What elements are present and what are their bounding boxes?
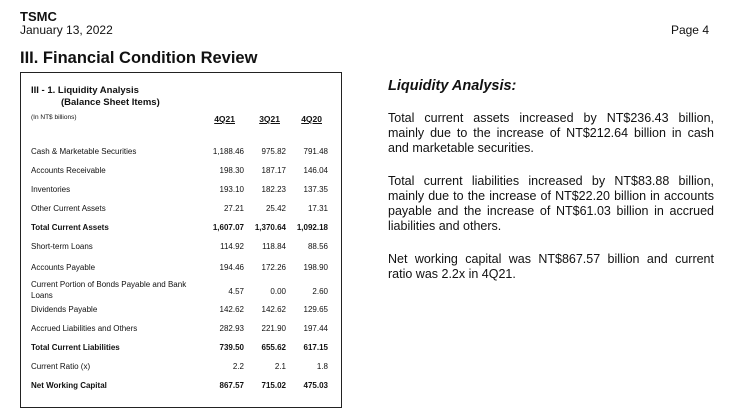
row-value: 17.31	[307, 204, 328, 213]
table-row	[31, 263, 331, 275]
row-value: 198.30	[219, 166, 244, 175]
row-value: 129.65	[303, 305, 328, 314]
row-label: Cash & Marketable Securities	[31, 147, 137, 156]
row-value: 194.46	[219, 263, 244, 272]
row-value: 2.60	[312, 287, 328, 296]
row-value: 2.2	[232, 362, 244, 371]
row-value: 118.84	[262, 242, 286, 251]
table-subtitle: (Balance Sheet Items)	[61, 97, 160, 108]
analysis-paragraph: Total current liabilities increased by NT$83.88 billion, mainly due to the increase of NT$22.20 billion in accounts payable and the increase of NT$61.03 billion in accrued liabilities and others.	[388, 174, 714, 233]
row-label: Short-term Loans	[31, 242, 93, 251]
table-row	[31, 381, 331, 393]
row-value: 146.04	[303, 166, 328, 175]
column-header: 3Q21	[259, 114, 280, 124]
analysis-heading: Liquidity Analysis:	[388, 78, 517, 94]
column-header: 4Q20	[301, 114, 322, 124]
table-row	[31, 242, 331, 254]
row-value: 172.26	[261, 263, 286, 272]
table-row	[31, 223, 331, 235]
row-label: Other Current Assets	[31, 204, 106, 213]
row-value: 137.35	[303, 185, 328, 194]
row-label: Total Current Assets	[31, 223, 109, 232]
liquidity-table	[20, 72, 342, 408]
row-label: Accrued Liabilities and Others	[31, 324, 138, 333]
row-value: 197.44	[303, 324, 328, 333]
table-row	[31, 204, 331, 216]
table-row	[31, 305, 331, 317]
row-value: 25.42	[265, 204, 286, 213]
row-value: 88.56	[307, 242, 328, 251]
table-unit: (In NT$ billions)	[31, 114, 77, 121]
row-value: 282.93	[219, 324, 244, 333]
column-header: 4Q21	[214, 114, 235, 124]
row-value: 2.1	[274, 362, 286, 371]
row-value: 1,092.18	[296, 223, 328, 232]
row-label: Accounts Receivable	[31, 166, 106, 175]
table-row	[31, 166, 331, 178]
row-value: 221.90	[261, 324, 286, 333]
table-row	[31, 324, 331, 336]
report-date: January 13, 2022	[20, 23, 113, 37]
row-value: 739.50	[219, 343, 244, 352]
row-value: 4.57	[228, 287, 244, 296]
row-value: 198.90	[303, 263, 328, 272]
row-value: 867.57	[219, 381, 244, 390]
row-value: 1,188.46	[212, 147, 244, 156]
table-title: III - 1. Liquidity Analysis	[31, 85, 139, 96]
row-label: Current Portion of Bonds Payable and Bank Loans	[31, 280, 187, 300]
row-value: 114.92	[220, 242, 244, 251]
row-value: 187.17	[261, 166, 286, 175]
table-row	[31, 185, 331, 197]
row-label: Net Working Capital	[31, 381, 107, 390]
row-value: 142.62	[261, 305, 286, 314]
page-number: Page 4	[670, 23, 709, 37]
row-value: 475.03	[303, 381, 328, 390]
row-value: 27.21	[223, 204, 244, 213]
analysis-paragraph: Total current assets increased by NT$236.43 billion, mainly due to the increase of NT$212.64 billion in cash and marketable securities.	[388, 111, 714, 155]
table-row	[31, 343, 331, 355]
row-value: 975.82	[261, 147, 286, 156]
table-row	[31, 362, 331, 374]
row-value: 182.23	[261, 185, 286, 194]
row-value: 1,607.07	[212, 223, 244, 232]
row-label: Accounts Payable	[31, 263, 96, 272]
row-label: Current Ratio (x)	[31, 362, 91, 371]
row-value: 791.48	[303, 147, 328, 156]
row-value: 0.00	[270, 287, 286, 296]
row-value: 142.62	[219, 305, 244, 314]
row-value: 655.62	[261, 343, 286, 352]
row-value: 1,370.64	[254, 223, 286, 232]
row-label: Dividends Payable	[31, 305, 98, 314]
row-label: Total Current Liabilities	[31, 343, 120, 352]
analysis-paragraph: Net working capital was NT$867.57 billion and current ratio was 2.2x in 4Q21.	[388, 252, 714, 281]
row-value: 617.15	[303, 343, 328, 352]
row-value: 1.8	[316, 362, 328, 371]
company-name: TSMC	[20, 9, 57, 24]
table-row	[31, 280, 331, 300]
row-value: 193.10	[219, 185, 244, 194]
row-label: Inventories	[31, 185, 71, 194]
table-row	[31, 147, 331, 159]
row-value: 715.02	[261, 381, 286, 390]
section-title: III. Financial Condition Review	[20, 49, 258, 67]
